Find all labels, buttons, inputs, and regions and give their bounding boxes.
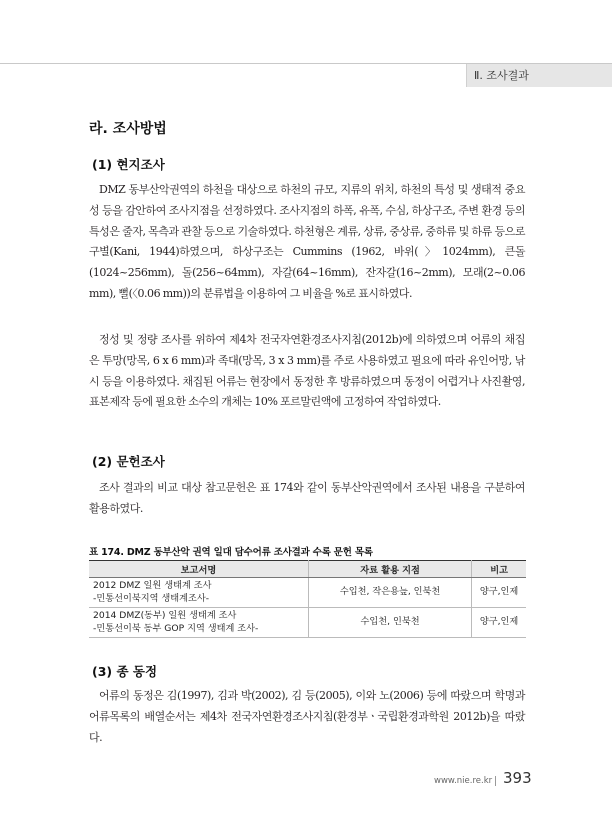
report-subtitle: -민통선이북지역 생태계조사- [93,592,210,604]
sites-cell: 수입천, 작은용늪, 인북천 [308,578,471,608]
header-report: 보고서명 [89,561,308,578]
field-survey-paragraph-2: 정성 및 정량 조사를 위하여 제4차 전국자연환경조사지침(2012b)에 의하였으며 어류의 채집은 투망(망목, 6 x 6 mm)과 족대(망목, 3 x 3 mm)를 주로 사용하였고 필요에 따라 유인어망, 낚시 등을 이용하였다. 채집된 어류는 현장에서 동정한 후 방류하였으며 동정이 어렵거나 사진촬영, 표본제작 등에 필요한 소수의 개체는 10% 포르말린액에 고정하여 작업하였다. [89,333,525,409]
footer-divider [495,776,496,786]
literature-heading: (2) 문헌조사 [92,454,165,469]
table-row [89,578,526,608]
field-survey-heading: (1) 현지조사 [92,157,165,172]
report-cell [89,578,308,608]
header-sites: 자료 활용 지점 [308,561,471,578]
header-note: 비고 [472,561,526,578]
report-title: 2012 DMZ 일원 생태계 조사 [93,580,212,591]
note-cell: 양구,인제 [472,578,526,608]
page-number: 393 [503,769,532,787]
table-row [89,608,526,638]
note-cell: 양구,인제 [472,608,526,638]
literature-table [89,560,526,638]
table-header-row [89,561,526,578]
field-survey-paragraph-1: DMZ 동부산악권역의 하천을 대상으로 하천의 규모, 지류의 위치, 하천의 특성 및 생태적 중요성 등을 감안하여 조사지점을 선정하였다. 조사지점의 하폭, 유폭, 수심, 하상구조, 주변 환경 등의 특성은 줄자, 목측과 관찰 등으로 기술하였다. 하천형은 계류, 상류, 중상류, 중하류 및 하류 등으로 구별(Kani, 1944)하였으며, 하상구조는 Cummins (1962, 바위(〉1024mm), 큰돌(1024~256mm), 돌(256~64mm), 자갈(64~16mm), 잔자갈(16~2mm), 모래(2~0.06 mm), 뻘(〈0.06 mm))의 분류법을 이용하여 그 비율을 %로 표시하였다. [89,183,525,300]
table-caption: 표 174. DMZ 동부산악 권역 일대 담수어류 조사결과 수록 문헌 목록 [89,547,373,558]
species-id-heading: (3) 종 동정 [92,664,158,679]
report-title: 2014 DMZ(동부) 일원 생태계 조사 [93,610,237,621]
report-cell [89,608,308,638]
chapter-label: Ⅱ. 조사결과 [466,64,612,87]
species-id-paragraph: 어류의 동정은 김(1997), 김과 박(2002), 김 등(2005), 이와 노(2006) 등에 따랐으며 학명과 어류목록의 배열순서는 제4차 전국자연환경조사지침(환경부ㆍ국립환경과학원 2012b)을 따랐다. [89,689,525,744]
report-subtitle: -민통선이북 동부 GOP 지역 생태계 조사- [93,622,259,634]
literature-paragraph: 조사 결과의 비교 대상 참고문헌은 표 174와 같이 동부산악권역에서 조사된 내용을 구분하여 활용하였다. [89,481,525,515]
footer-url: www.nie.re.kr [434,776,493,786]
sites-cell: 수입천, 인북천 [308,608,471,638]
section-title: 라. 조사방법 [89,121,167,137]
